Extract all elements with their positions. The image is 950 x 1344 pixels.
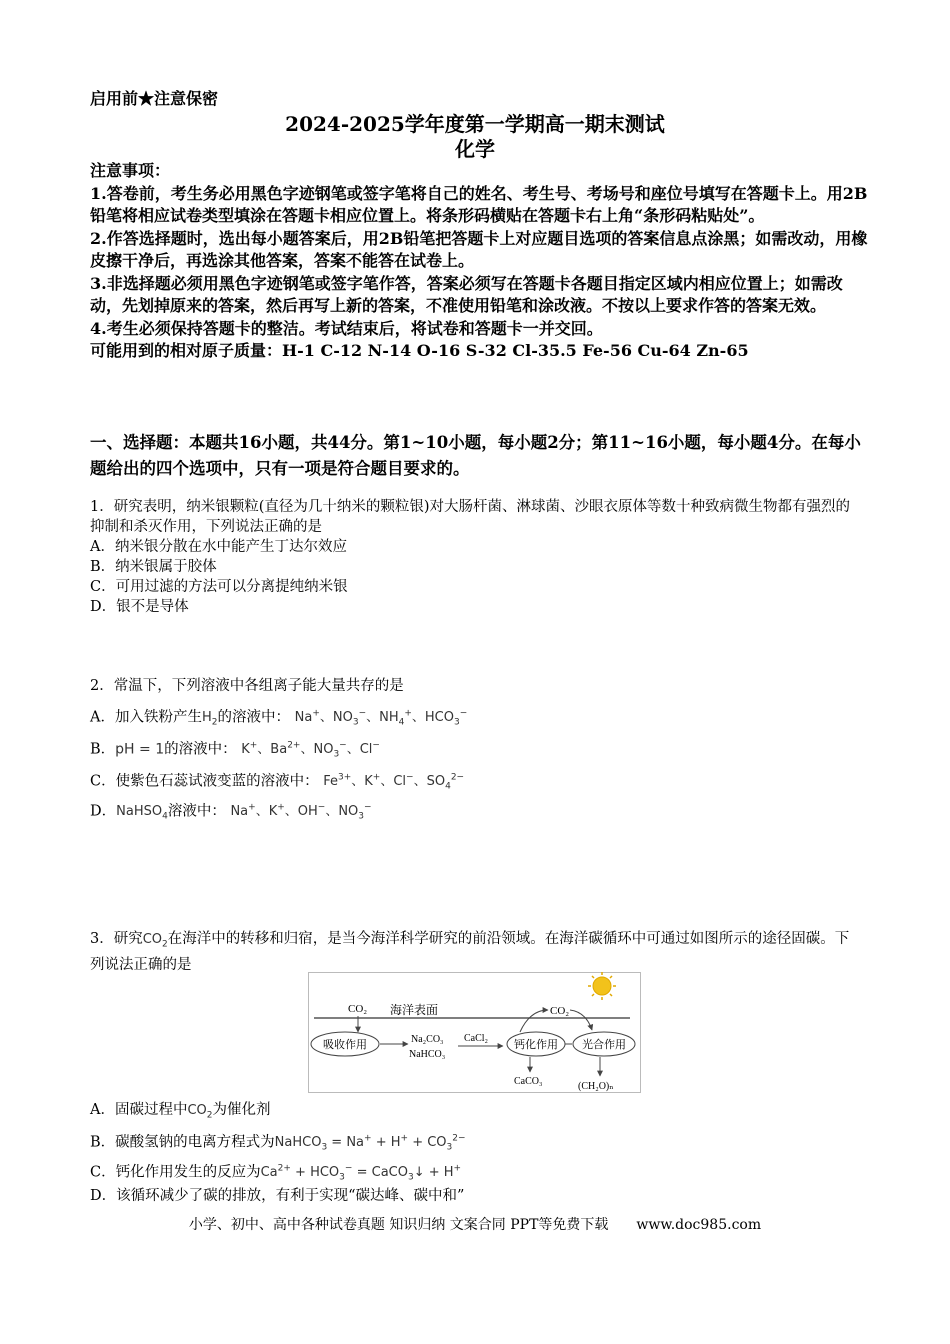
- option-c: C．钙化作用发生的反应为$Ca^{2+} + HCO_3^-$ = CaCO$_3$↓ + H+: [90, 1164, 462, 1183]
- ion-list: Na+、$NO_3^-$、$NH_4^+$、$HCO_3^-$: [294, 709, 468, 728]
- calcify-label: 钙化作用: [514, 1039, 558, 1051]
- question-2: [90, 676, 860, 696]
- question-stem: 1．研究表明，纳米银颗粒(直径为几十纳米的颗粒银)对大肠杆菌、淋球菌、沙眼衣原体等数十种致病微生物都有强烈的抑制和杀灭作用，下列说法正确的是: [90, 499, 851, 535]
- option-c: C．使紫色石蕊试液变蓝的溶液中： $Fe^{3+}$、K+、Cl−、$SO_4^{2-}$: [90, 773, 465, 792]
- ion-list: $Fe^{3+}$、K+、Cl−、$SO_4^{2-}$: [323, 773, 465, 792]
- ion-list: K+、$Ba^{2+}$、$NO_3^-$、Cl−: [241, 741, 380, 760]
- note-item: 3.非选择题必须用黑色字迹钢笔或签字笔作答，答案必须写在答题卡各题目指定区域内相应位置上；如需改动，先划掉原来的答案，然后再写上新的答案，不准使用铅笔和涂改液。不按以上要求作答的答案无效。: [90, 273, 843, 315]
- atomic-masses: 可能用到的相对原子质量：H-1 C-12 N-14 O-16 S-32 Cl-35.5 Fe-56 Cu-64 Zn-65: [90, 341, 749, 360]
- na2co3-label: Na₂CO₃: [411, 1034, 444, 1045]
- option-a: A．加入铁粉产生$H_2$的溶液中： Na+、$NO_3^-$、$NH_4^+$、$HCO_3^-$: [90, 709, 468, 728]
- formula-nahso4: NaHSO$_4$: [116, 804, 168, 822]
- option-d: D．该循环减少了碳的排放，有利于实现“碳达峰、碳中和”: [90, 1188, 465, 1204]
- formula-co2: $CO_2$: [187, 1103, 213, 1121]
- photo-label: 光合作用: [582, 1039, 626, 1051]
- footer-url[interactable]: www.doc985.com: [636, 1217, 762, 1233]
- surface-label: 海洋表面: [390, 1003, 439, 1017]
- absorb-label: 吸收作用: [323, 1039, 367, 1051]
- formula-co2: $CO_2$: [142, 932, 168, 950]
- question-1: [90, 497, 860, 617]
- subject-title: 化学: [455, 137, 495, 161]
- option-d: D．银不是导体: [90, 599, 189, 615]
- formula-h2: $H_2$: [201, 710, 218, 728]
- formula-ph: pH = 1: [115, 741, 165, 758]
- sun-icon: [588, 972, 616, 1000]
- option-b: B．pH = 1的溶液中： K+、$Ba^{2+}$、$NO_3^-$、Cl−: [90, 741, 380, 760]
- section-heading: 一、选择题：本题共16小题，共44分。第1~10小题，每小题2分；第11~16小题，每小题4分。在每小题给出的四个选项中，只有一项是符合题目要求的。: [90, 433, 861, 478]
- exam-title: 2024-2025学年度第一学期高一期末测试: [285, 112, 665, 136]
- arrow: [570, 1010, 592, 1030]
- carbon-cycle-diagram: [308, 972, 643, 1094]
- footer: [0, 1214, 950, 1234]
- arrow: [520, 1010, 548, 1032]
- notes-block: [90, 160, 870, 363]
- ionization-equation: NaHCO$_3$ = $Na^+ + H^+ + CO_3^{2-}$: [274, 1134, 466, 1153]
- note-item: 2.作答选择题时，选出每小题答案后，用2B铅笔把答题卡上对应题目选项的答案信息点涂黑；如需改动，用橡皮擦干净后，再选涂其他答案，答案不能答在试卷上。: [90, 228, 868, 270]
- note-item: 1.答卷前，考生务必用黑色字迹钢笔或签字笔将自己的姓名、考生号、考场号和座位号填写在答题卡上。用2B铅笔将相应试卷类型填涂在答题卡相应位置上。将条形码横贴在答题卡右上角“条形码粘贴处”。: [90, 183, 868, 225]
- option-b: B．碳酸氢钠的电离方程式为NaHCO$_3$ = $Na^+ + H^+ + CO_3^{2-}$: [90, 1134, 466, 1153]
- question-3: 3．研究$CO_2$在海洋中的转移和归宿，是当今海洋科学研究的前沿领域。在海洋碳循环中可通过如图所示的途径固碳。下列说法正确的是: [90, 931, 850, 973]
- ch2o-label: (CH₂O)ₙ: [578, 1081, 614, 1092]
- option-a: A．纳米银分散在水中能产生丁达尔效应: [90, 539, 347, 555]
- question-stem: 2．常温下，下列溶液中各组离子能大量共存的是: [90, 678, 404, 694]
- footer-text: 小学、初中、高中各种试卷真题 知识归纳 文案合同 PPT等免费下载: [188, 1217, 609, 1233]
- co2-right-label: CO₂: [550, 1005, 570, 1017]
- ion-list: Na+、K+、OH−、$NO_3^-$: [230, 803, 372, 822]
- nahco3-label: NaHCO₃: [409, 1049, 446, 1060]
- confidential-mark: 启用前★注意保密: [90, 89, 219, 108]
- option-a: A．固碳过程中$CO_2$为催化剂: [90, 1102, 271, 1121]
- co2-left-label: CO₂: [348, 1003, 368, 1015]
- option-c: C．可用过滤的方法可以分离提纯纳米银: [90, 579, 348, 595]
- cacl2-label: CaCl₂: [464, 1033, 489, 1044]
- caco3-label: CaCO₃: [514, 1076, 543, 1087]
- note-item: 4.考生必须保持答题卡的整洁。考试结束后，将试卷和答题卡一并交回。: [90, 318, 603, 338]
- reaction-equation: $Ca^{2+} + HCO_3^-$ = CaCO$_3$↓ + H+: [260, 1164, 462, 1183]
- option-d: D．NaHSO$_4$溶液中： Na+、K+、OH−、$NO_3^-$: [90, 803, 372, 822]
- notes-heading: 注意事项：: [90, 161, 171, 180]
- option-b: B．纳米银属于胶体: [90, 559, 217, 575]
